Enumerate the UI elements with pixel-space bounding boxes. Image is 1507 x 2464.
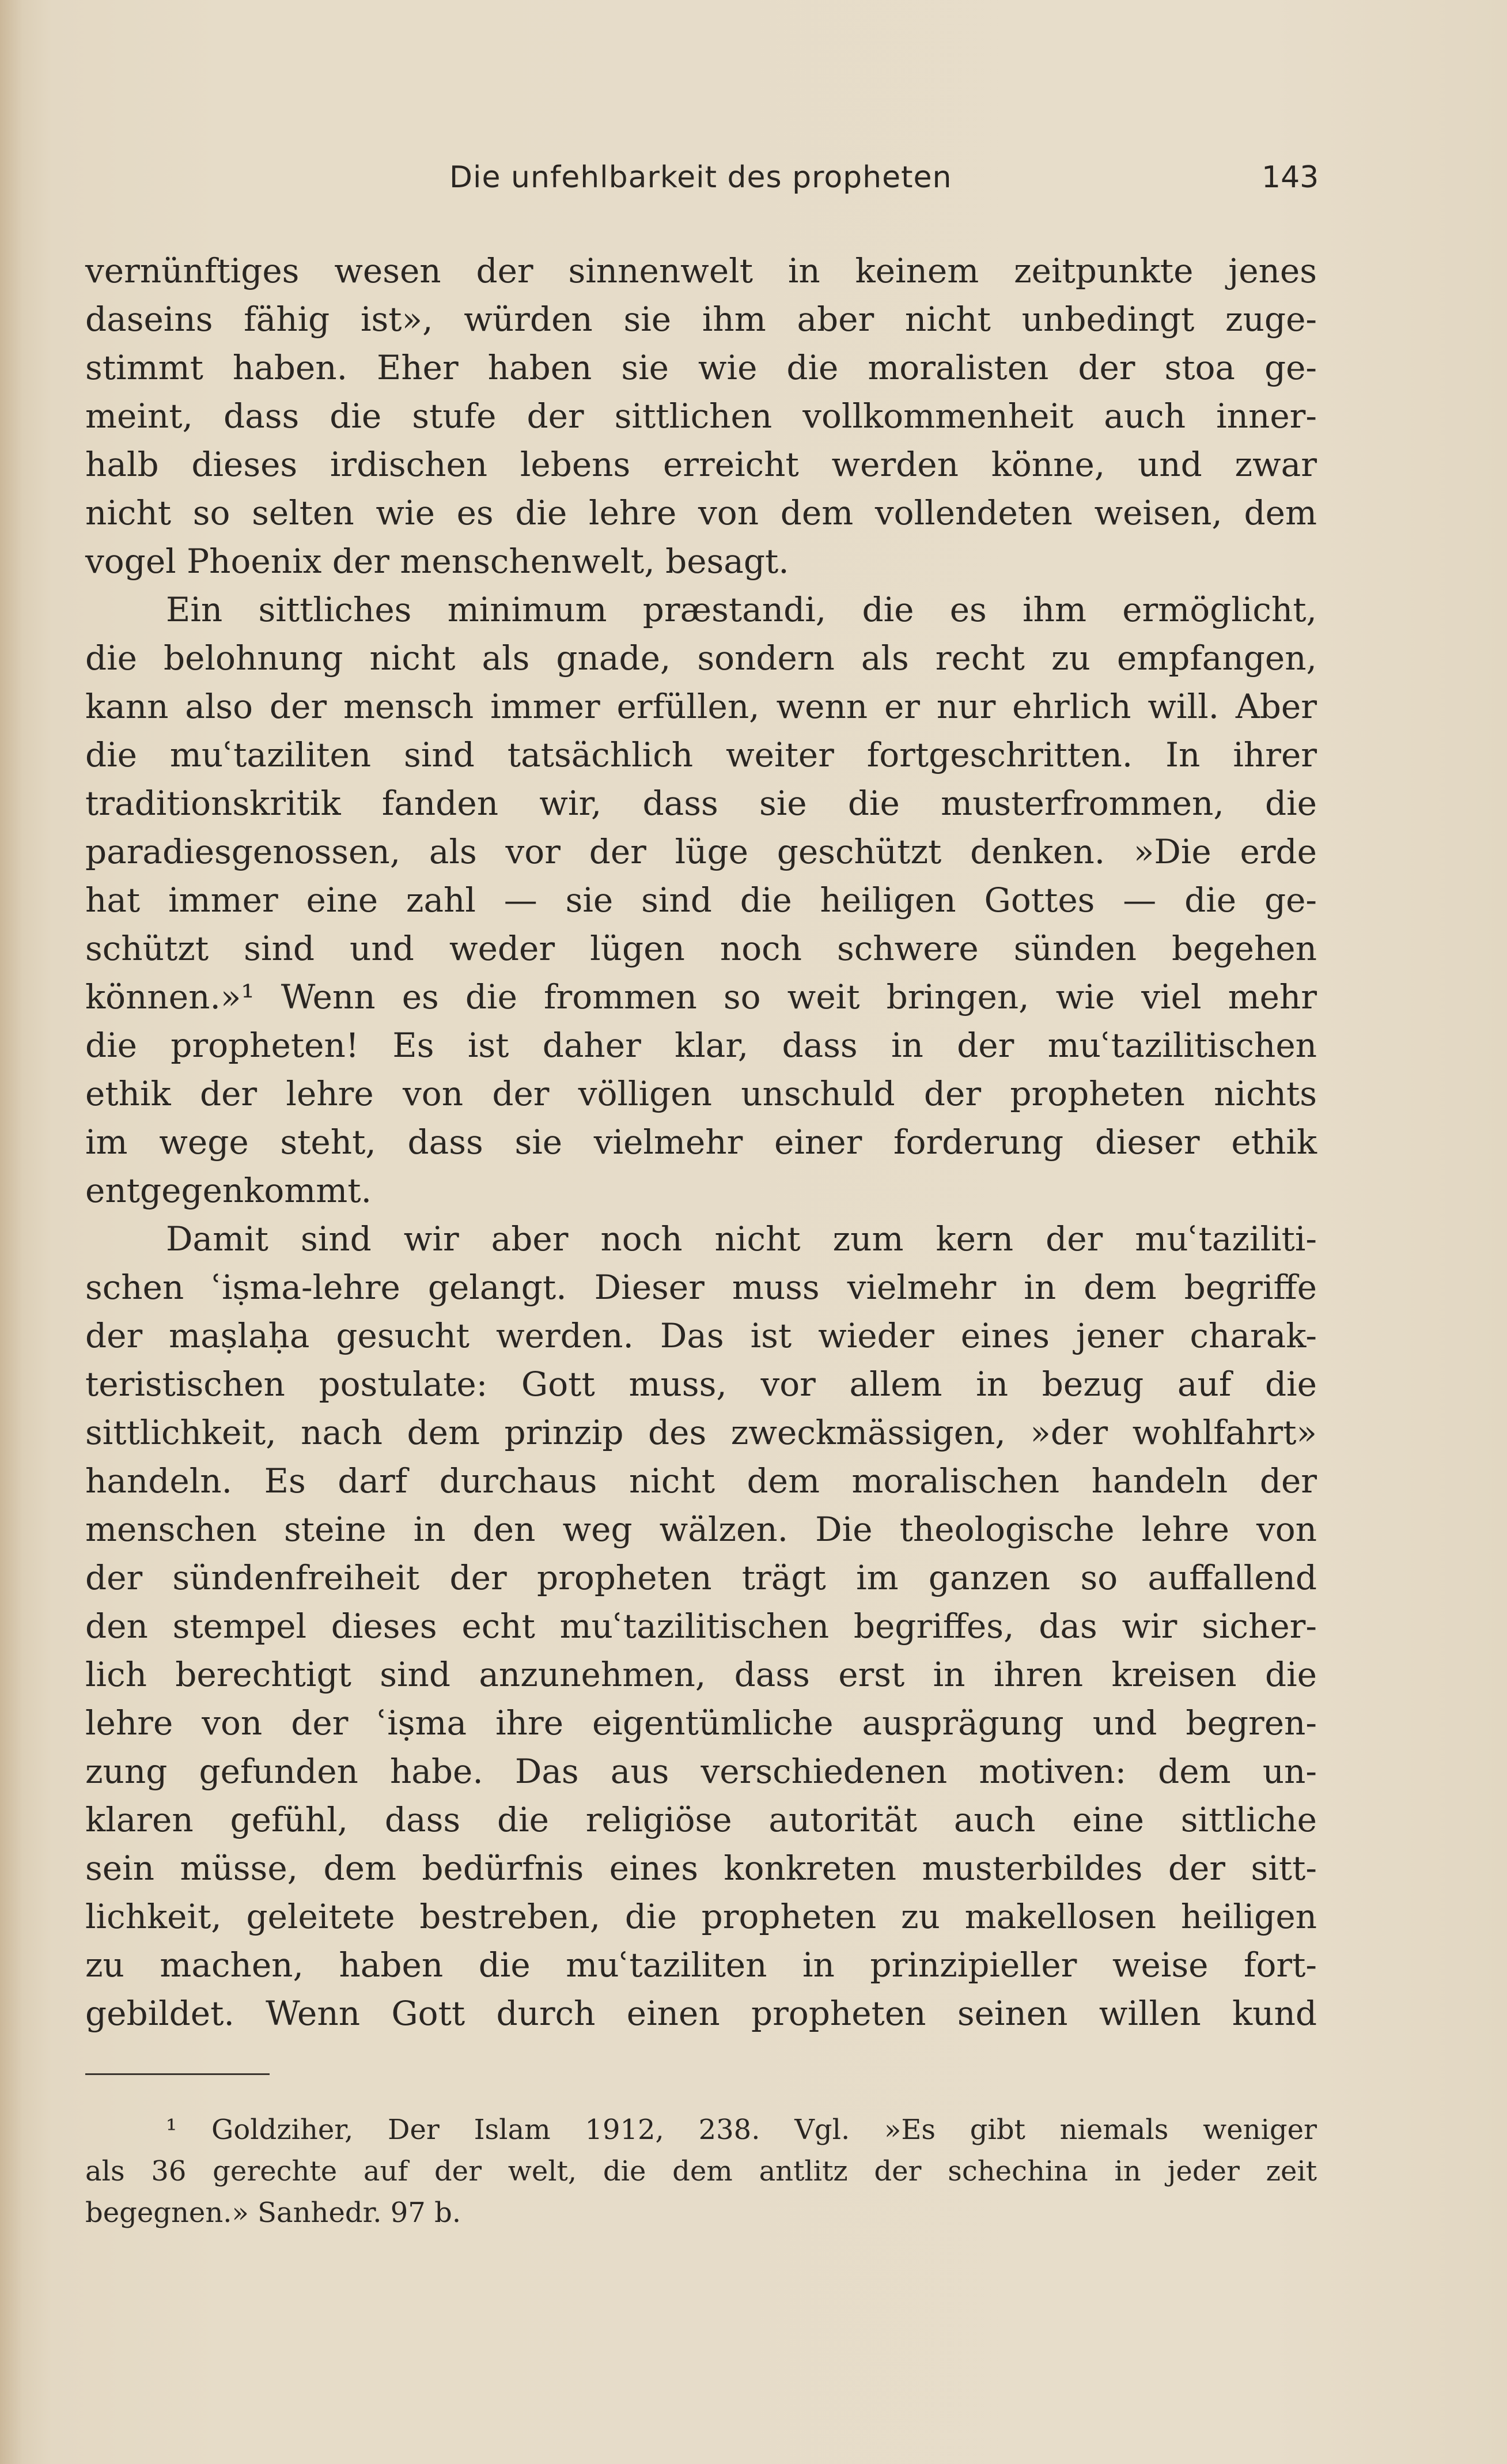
text-line: sittlichkeit, nach dem prinzip des zweckmässigen, »der wohlfahrt» (85, 1413, 1317, 1452)
footnote-line: ¹ Goldziher, Der Islam 1912, 238. Vgl. »Es gibt niemals weniger (166, 2114, 1317, 2146)
text-line: entgegenkommt. (85, 1171, 372, 1210)
text-line: menschen steine in den weg wälzen. Die theologische lehre von (85, 1510, 1317, 1549)
text-line: teristischen postulate: Gott muss, vor allem in bezug auf die (85, 1365, 1317, 1404)
text-line: den stempel dieses echt muʿtazilitischen begriffes, das wir sicher- (85, 1607, 1317, 1646)
page-header (0, 160, 1507, 206)
page-number: 143 (1262, 160, 1319, 195)
text-line: klaren gefühl, dass die religiöse autorität auch eine sittliche (85, 1800, 1317, 1839)
text-line: halb dieses irdischen lebens erreicht werden könne, und zwar (85, 445, 1317, 484)
text-line: schützt sind und weder lügen noch schwere sünden begehen (85, 929, 1317, 968)
text-line: hat immer eine zahl — sie sind die heiligen Gottes — die ge- (85, 880, 1317, 920)
text-line: meint, dass die stufe der sittlichen vollkommenheit auch inner- (85, 396, 1317, 436)
footnote-line: als 36 gerechte auf der welt, die dem antlitz der schechina in jeder zeit (85, 2155, 1317, 2187)
running-title: Die unfehlbarkeit des propheten (449, 160, 952, 195)
text-line: gebildet. Wenn Gott durch einen propheten seinen willen kund (85, 1994, 1317, 2033)
text-line: traditionskritik fanden wir, dass sie die musterfrommen, die (85, 784, 1317, 823)
text-line: die propheten! Es ist daher klar, dass in der muʿtazilitischen (85, 1026, 1317, 1065)
text-line: nicht so selten wie es die lehre von dem vollendeten weisen, dem (85, 493, 1317, 532)
text-line: die muʿtaziliten sind tatsächlich weiter fortgeschritten. In ihrer (85, 735, 1317, 774)
text-line: der maṣlaḥa gesucht werden. Das ist wieder eines jener charak- (85, 1316, 1317, 1355)
text-line: können.»¹ Wenn es die frommen so weit bringen, wie viel mehr (85, 977, 1317, 1016)
text-line: daseins fähig ist», würden sie ihm aber nicht unbedingt zuge- (85, 300, 1317, 339)
text-line: im wege steht, dass sie vielmehr einer forderung dieser ethik (85, 1123, 1317, 1162)
text-line: stimmt haben. Eher haben sie wie die moralisten der stoa ge- (85, 348, 1317, 387)
footnote-line: begegnen.» Sanhedr. 97 b. (85, 2197, 461, 2229)
text-line: lehre von der ʿiṣma ihre eigentümliche ausprägung und begren- (85, 1703, 1317, 1743)
footnote-divider (85, 2073, 270, 2075)
text-line: Ein sittliches minimum præstandi, die es ihm ermöglicht, (166, 590, 1317, 629)
text-line: der sündenfreiheit der propheten trägt im ganzen so auffallend (85, 1558, 1317, 1597)
text-line: kann also der mensch immer erfüllen, wenn er nur ehrlich will. Aber (85, 687, 1317, 726)
text-line: paradiesgenossen, als vor der lüge geschützt denken. »Die erde (85, 832, 1317, 871)
text-line: zu machen, haben die muʿtaziliten in prinzipieller weise fort- (85, 1945, 1317, 1985)
text-line: lich berechtigt sind anzunehmen, dass erst in ihren kreisen die (85, 1655, 1317, 1694)
text-line: sein müsse, dem bedürfnis eines konkreten musterbildes der sitt- (85, 1849, 1317, 1888)
text-line: die belohnung nicht als gnade, sondern als recht zu empfangen, (85, 638, 1317, 678)
text-line: vogel Phoenix der menschenwelt, besagt. (85, 542, 789, 581)
text-line: ethik der lehre von der völligen unschuld der propheten nichts (85, 1074, 1317, 1113)
text-line: handeln. Es darf durchaus nicht dem moralischen handeln der (85, 1461, 1317, 1501)
text-line: zung gefunden habe. Das aus verschiedenen motiven: dem un- (85, 1752, 1317, 1791)
text-line: Damit sind wir aber noch nicht zum kern der muʿtaziliti- (166, 1219, 1317, 1259)
text-line: schen ʿiṣma-lehre gelangt. Dieser muss vielmehr in dem begriffe (85, 1268, 1317, 1307)
text-line: lichkeit, geleitete bestreben, die propheten zu makellosen heiligen (85, 1897, 1317, 1936)
text-line: vernünftiges wesen der sinnenwelt in keinem zeitpunkte jenes (85, 251, 1317, 290)
